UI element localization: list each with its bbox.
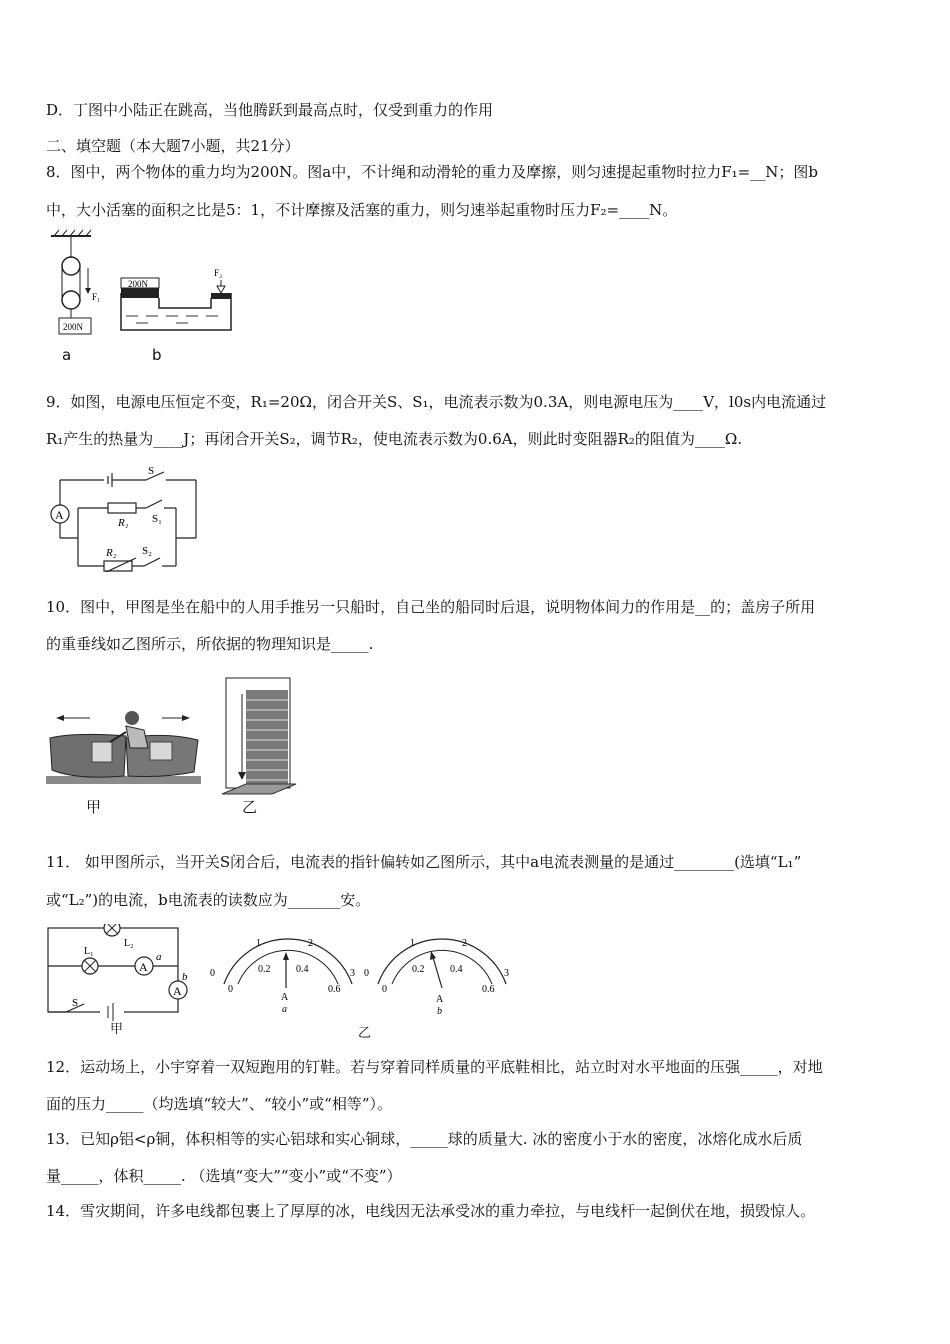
fig11-ma-symbol: A [281, 992, 289, 1003]
section-heading: 二、填空题（本大题7小题，共21分） [46, 137, 300, 155]
fig8-weight-b: 200N [128, 279, 148, 289]
fig9-s2-label: S₂ [142, 545, 152, 557]
fig11-label-b: b [182, 971, 188, 983]
q13-line2: 量_____，体积_____. （选填“变大”“变小”或“不变”） [46, 1167, 402, 1185]
fig11-ma-letter: a [282, 1004, 287, 1015]
q13-line1: 13．已知ρ铝<ρ铜，体积相等的实心铝球和实心铜球，_____球的质量大. 冰的密度小于水的密度，冰熔化成水后质 [46, 1130, 803, 1148]
fig11-mb-bot-06: 0.6 [482, 984, 495, 995]
q10-line1: 10．图中，甲图是坐在船中的人用手推另一只船时，自己坐的船同时后退，说明物体间力的作用是__的；盖房子所用 [46, 598, 816, 616]
text-line-d-option: D．丁图中小陆正在跳高，当他腾跃到最高点时，仅受到重力的作用 [46, 101, 494, 119]
fig11-mb-bot-04: 0.4 [450, 964, 463, 975]
q11-line2: 或“L₂”)的电流，b电流表的读数应为_______安。 [46, 891, 371, 909]
fig11-mb-bot-0: 0 [382, 984, 387, 995]
q8-line1: 8．图中，两个物体的重力均为200N。图a中，不计绳和动滑轮的重力及摩擦，则匀速提起重物时拉力F₁=__N；图b [46, 163, 818, 181]
fig11-meter-a-symbol: A [139, 960, 148, 974]
q14-line1: 14．雪灾期间，许多电线都包裹上了厚厚的冰，电线因无法承受冰的重力牵拉，与电线杆一起倒伏在地，损毁惊人。 [46, 1202, 816, 1220]
fig9-s-label: S [148, 465, 155, 477]
fig9-s1-label: S₁ [152, 513, 162, 525]
q12-line1: 12．运动场上，小宇穿着一双短跑用的钉鞋。若与穿着同样质量的平底鞋相比，站立时对水平地面的压强_____，对地 [46, 1058, 823, 1076]
fig11-meter-b-symbol: A [173, 984, 182, 998]
fig11-switch-label: S [72, 997, 79, 1009]
fig8-caption-b: b [152, 346, 162, 364]
fig10-caption-yi: 乙 [242, 798, 258, 816]
q9-line1: 9．如图，电源电压恒定不变，R₁=20Ω，闭合开关S、S₁，电流表示数为0.3A，则电源电压为____V，l0s内电流通过 [46, 393, 827, 411]
fig11-ma-top-0: 0 [210, 968, 215, 979]
fig11-ma-top-3: 3 [350, 968, 355, 979]
fig11-ma-top-1: 1 [256, 938, 261, 949]
fig11-l1-label: L₁ [84, 946, 94, 957]
fig11-ma-bot-0: 0 [228, 984, 233, 995]
fig8-pulley-hydraulic [46, 228, 246, 368]
q10-line2: 的重垂线如乙图所示，所依据的物理知识是_____. [46, 635, 374, 653]
fig11-ma-bot-02: 0.2 [258, 964, 271, 975]
fig11-mb-letter: b [437, 1006, 442, 1017]
fig9-ammeter-label: A [55, 508, 64, 522]
fig11-mb-top-0: 0 [364, 968, 369, 979]
fig9-r2-label: R₂ [106, 547, 117, 559]
fig11-label-a: a [156, 951, 162, 963]
fig8-f2-label: F₂ [214, 268, 223, 278]
fig11-caption-jia: 甲 [110, 1022, 124, 1037]
fig11-l2-label: L₂ [124, 938, 134, 949]
fig11-ma-bot-06: 0.6 [328, 984, 341, 995]
fig11-mb-top-3: 3 [504, 968, 509, 979]
q12-line2: 面的压力_____（均选填“较大”、“较小”或“相等”）。 [46, 1095, 393, 1113]
q8-line2: 中，大小活塞的面积之比是5：1，不计摩擦及活塞的重力，则匀速举起重物时压力F₂=____N。 [46, 201, 678, 219]
fig11-mb-bot-02: 0.2 [412, 964, 425, 975]
fig11-mb-top-2: 2 [462, 938, 467, 949]
q11-line1: 11． 如甲图所示，当开关S闭合后，电流表的指针偏转如乙图所示，其中a电流表测量的是通过________(选填“L₁” [46, 853, 802, 871]
fig8-caption-a: a [62, 346, 72, 364]
fig11-mb-symbol: A [436, 994, 444, 1005]
fig8-weight-a: 200N [63, 322, 83, 332]
fig11-ma-top-2: 2 [308, 938, 313, 949]
fig9-r1-label: R₁ [118, 517, 129, 529]
fig11-circuit-meters [46, 924, 526, 1041]
fig11-mb-top-1: 1 [410, 938, 415, 949]
fig11-ma-bot-04: 0.4 [296, 964, 309, 975]
fig11-caption-yi: 乙 [358, 1026, 372, 1041]
fig8-f1-label: F₁ [92, 292, 101, 302]
fig10-caption-jia: 甲 [86, 798, 102, 816]
q9-line2: R₁产生的热量为____J；再闭合开关S₂，调节R₂，使电流表示数为0.6A，则此时变阻器R₂的阻值为____Ω. [46, 430, 743, 448]
fig9-circuit [46, 462, 206, 572]
fig10-boat-plumbline [46, 676, 306, 816]
